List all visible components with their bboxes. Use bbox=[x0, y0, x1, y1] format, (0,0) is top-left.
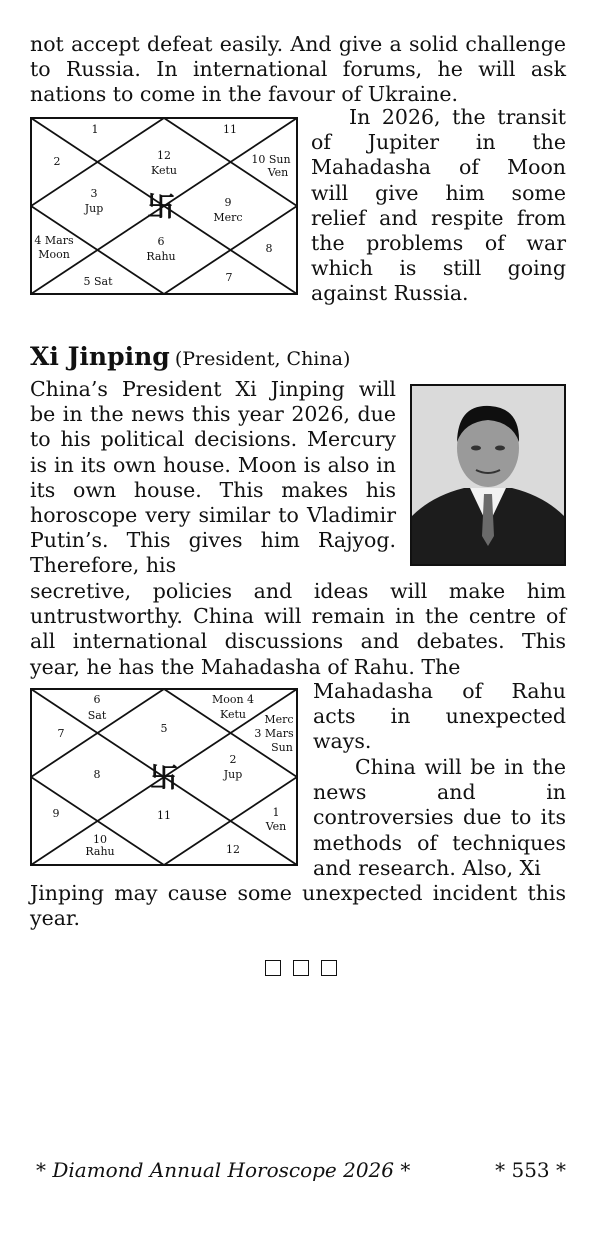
house-9-planets: Merc bbox=[213, 211, 243, 224]
house-12-planets: Ketu bbox=[151, 164, 177, 177]
house-5: 5 Sat bbox=[83, 275, 113, 288]
square-mark bbox=[265, 960, 281, 976]
paragraph-xi-policies: secretive, policies and ideas will make him untrustworthy. China will remain in the centre of all international discussions and debates. This year, he has the Mahadasha of Rahu. The bbox=[30, 579, 566, 679]
house-2: 2 bbox=[53, 155, 61, 168]
house-10-number: 10 Sun bbox=[251, 153, 291, 166]
paragraph-unexpected-incident: Jinping may cause some unexpected incident this year. bbox=[30, 881, 566, 931]
square-mark bbox=[321, 960, 337, 976]
house-11: 11 bbox=[223, 123, 237, 136]
house-8: 8 bbox=[265, 242, 273, 255]
person-role: (President, China) bbox=[174, 348, 351, 370]
house-9-number: 9 bbox=[224, 196, 232, 209]
xi-jinping-photo bbox=[410, 384, 566, 566]
portrait-illustration bbox=[412, 386, 564, 564]
house-3-number: 3 Mars bbox=[254, 727, 294, 740]
swastika-symbol: 卐 bbox=[149, 761, 179, 794]
house-12-number: 12 bbox=[157, 149, 171, 162]
house-10-number: 10 bbox=[93, 833, 107, 846]
house-4-planets: Ketu bbox=[220, 708, 246, 721]
kundli-diagram bbox=[30, 688, 298, 866]
house-2-planets: Jup bbox=[223, 768, 243, 781]
paragraph-ukraine-end: not accept defeat easily. And give a solid challenge to Russia. In international forums, he will ask nations to come in the favour of Ukraine. bbox=[30, 32, 566, 107]
house-1: 1 bbox=[91, 123, 99, 136]
paragraph-rahu-mahadasha: Mahadasha of Rahu acts in unexpected ways. bbox=[313, 679, 566, 754]
house-12: 12 bbox=[226, 843, 240, 856]
house-6-number: 6 bbox=[93, 693, 101, 706]
house-10-planets: Rahu bbox=[85, 845, 115, 858]
house-9: 9 bbox=[52, 807, 60, 820]
section-heading bbox=[30, 342, 350, 371]
page-number: * 553 * bbox=[495, 1158, 566, 1182]
house-8: 8 bbox=[93, 768, 101, 781]
kundli-diagram bbox=[30, 117, 298, 295]
house-3-planets: Jup bbox=[84, 202, 104, 215]
house-4-planets: Moon bbox=[38, 248, 70, 261]
house-5: 5 bbox=[160, 722, 168, 735]
house-10-planets: Ven bbox=[267, 166, 289, 179]
house-6-planets: Rahu bbox=[146, 250, 176, 263]
paragraph-china-news: China will be in the news and in controversies due to its methods of techniques and research. Also, Xi bbox=[313, 755, 566, 880]
house-11: 11 bbox=[157, 809, 171, 822]
house-7: 7 bbox=[57, 727, 65, 740]
person-name: Xi Jinping bbox=[30, 342, 170, 371]
paragraph-xi-intro: China’s President Xi Jinping will be in the news this year 2026, due to his political decisions. Mercury is in its own house. Moon is also in its own house. This makes his horoscope very similar to Vladimir Putin’s. This gives him Rajyog. Therefore, his bbox=[30, 377, 396, 578]
square-mark bbox=[293, 960, 309, 976]
house-6-number: 6 bbox=[157, 235, 165, 248]
house-2-number: 2 bbox=[229, 753, 237, 766]
section-end-marks bbox=[265, 960, 337, 976]
swastika-symbol: 卐 bbox=[146, 190, 176, 223]
house-6-planets: Sat bbox=[87, 709, 107, 722]
house-1-number: 1 bbox=[272, 806, 280, 819]
paragraph-jupiter-transit: In 2026, the transit of Jupiter in the Mahadasha of Moon will give him some relief and respite from the problems of war which is still going against Russia. bbox=[311, 105, 566, 306]
house-3-planet-sun: Sun bbox=[271, 741, 293, 754]
publication-title: * Diamond Annual Horoscope 2026 * bbox=[36, 1158, 411, 1182]
house-4-number: 4 Mars bbox=[34, 234, 74, 247]
horoscope-chart-xi-jinping bbox=[30, 688, 298, 866]
house-3-number: 3 bbox=[90, 187, 98, 200]
house-1-planets: Ven bbox=[265, 820, 287, 833]
house-3-planet-merc: Merc bbox=[264, 713, 294, 726]
house-7: 7 bbox=[225, 271, 233, 284]
house-4-number: Moon 4 bbox=[211, 693, 255, 706]
horoscope-chart-ukraine-leader bbox=[30, 117, 298, 295]
